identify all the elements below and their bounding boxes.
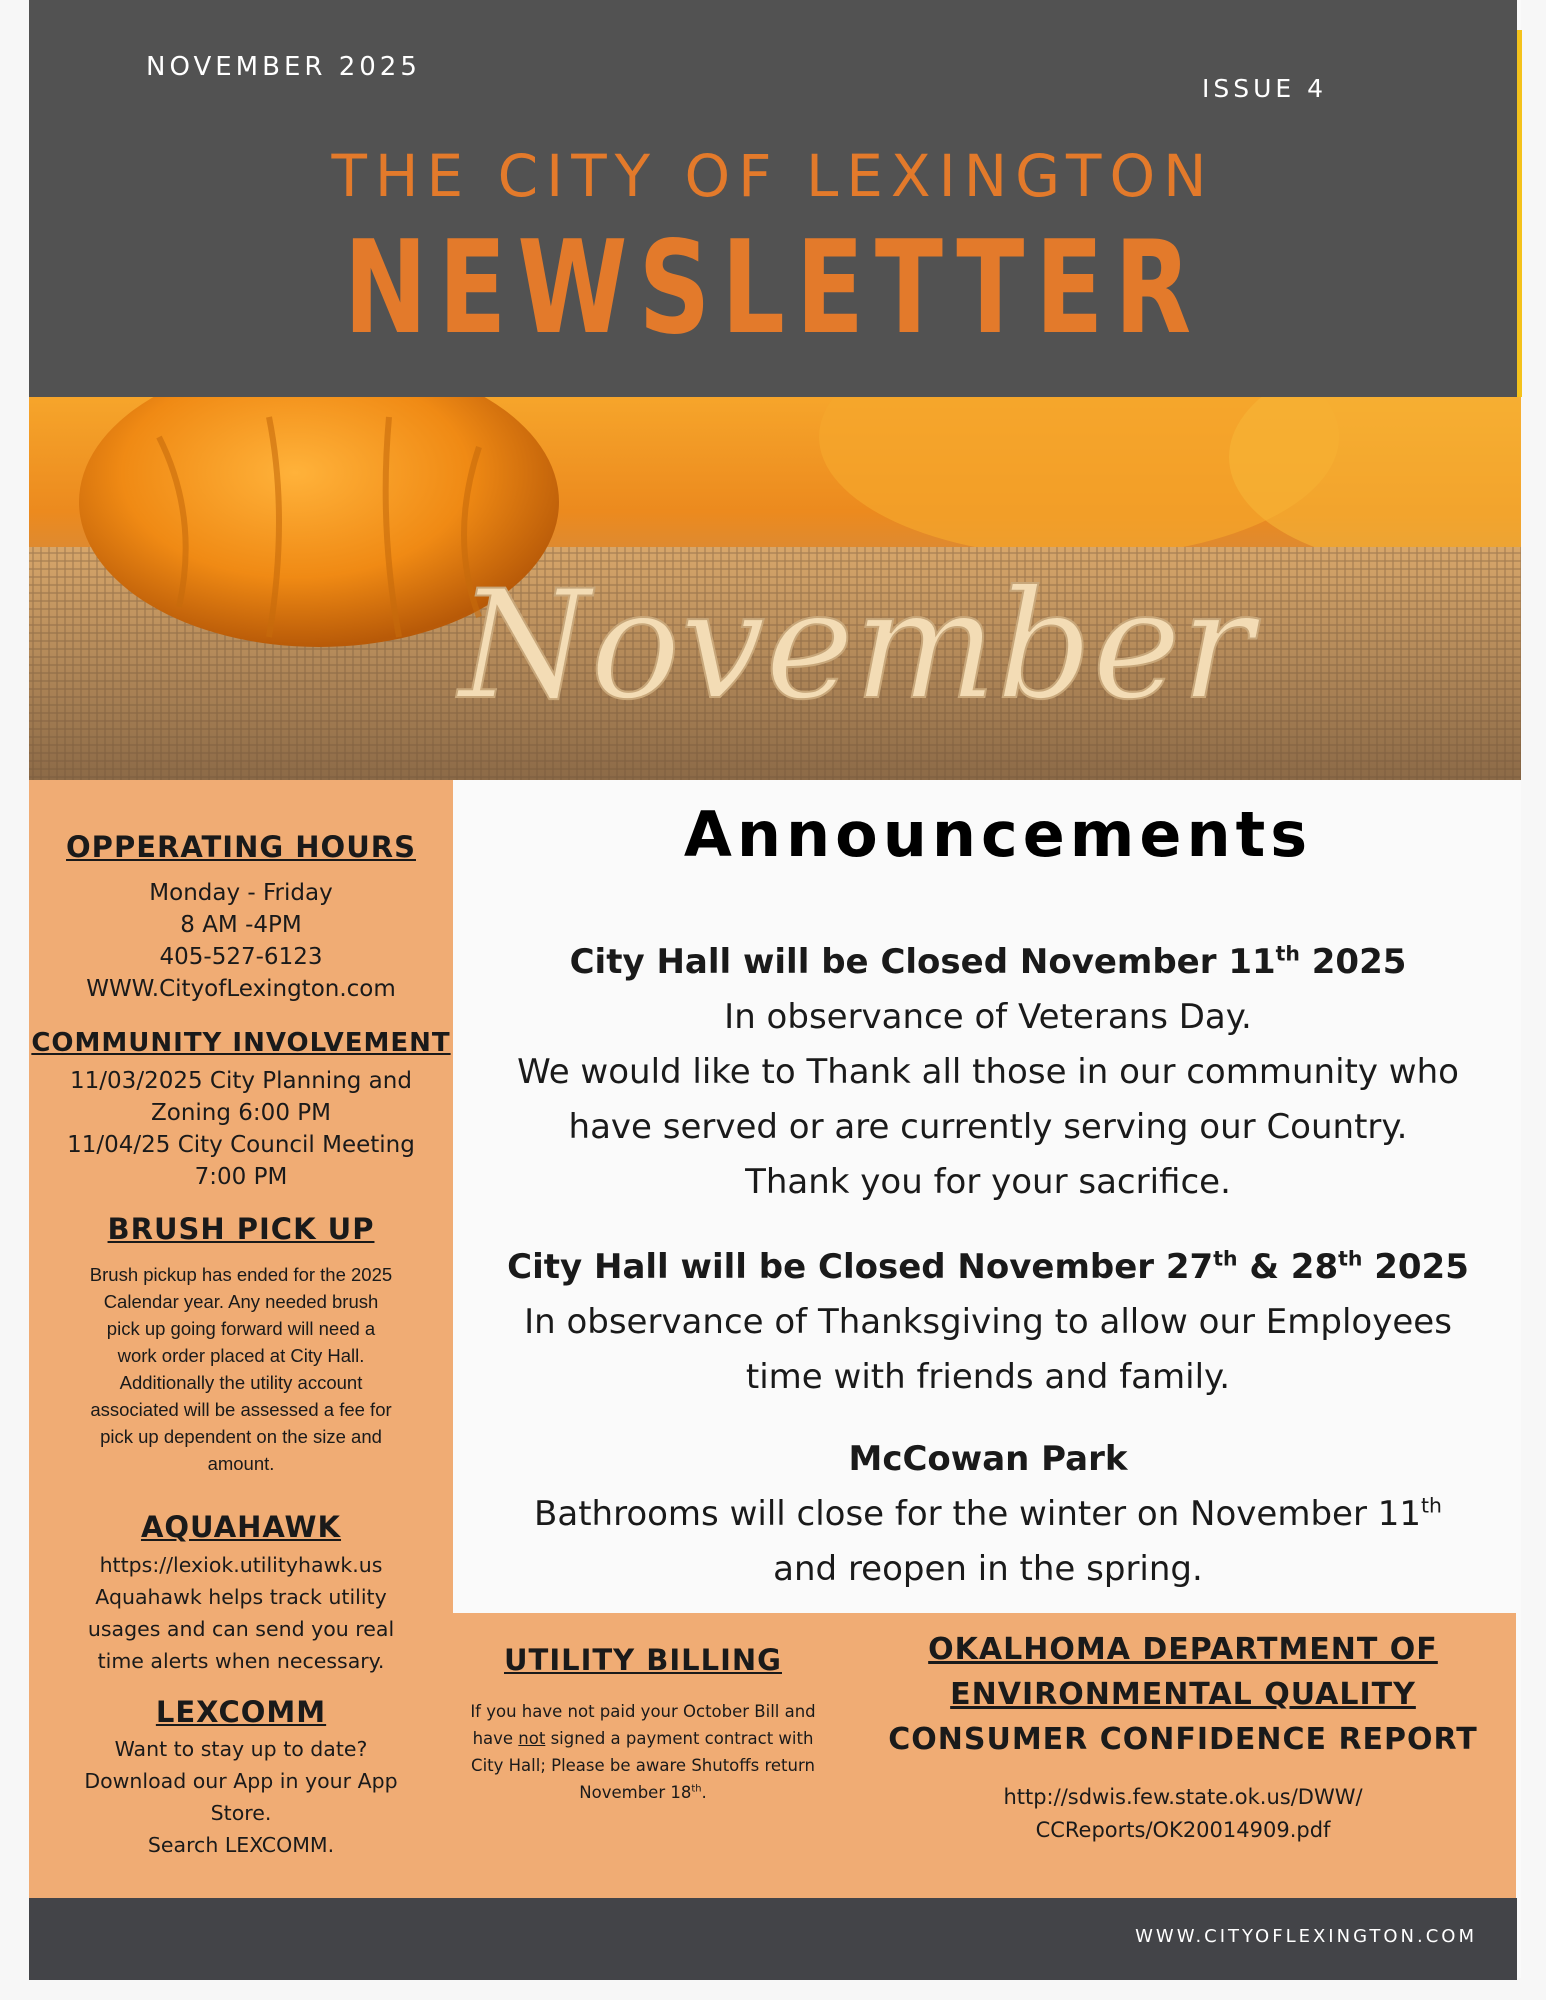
hours-website-link[interactable]: WWW.CityofLexington.com [86,976,396,1002]
hours-phone: 405-527-6123 [159,944,323,970]
hero-image [29,397,1521,780]
announcement-mccowan-park [453,1432,1523,1597]
brush-heading: BRUSH PICK UP [107,1212,375,1246]
announcement-veterans-day [453,935,1523,1210]
aquahawk-heading: AQUAHAWK [140,1510,342,1544]
footer-website-link[interactable]: WWW.CITYOFLEXINGTON.COM [1135,1926,1477,1947]
community-line: 11/03/2025 City Planning and [70,1068,412,1094]
lexcomm-text: Want to stay up to date? Download our App in your App Store. [84,1737,398,1825]
utility-billing-text: If you have not paid your October Bill and have not signed a payment contract with City Hall; Please be aware Shutoffs return November 18th. [470,1702,816,1802]
announcement-line: In observance of Veterans Day. [724,997,1252,1037]
aquahawk-text: Aquahawk helps track utility usages and can send you real time alerts when necessary. [87,1585,395,1673]
bottom-panel [453,1613,1516,1898]
announcement-line: have served or are currently serving our Country. [568,1107,1408,1147]
announcement-heading: City Hall will be Closed November 11th 2025 [569,941,1407,982]
sidebar [29,780,453,1898]
announcement-line: Thank you for your sacrifice. [745,1162,1231,1202]
announcement-line: In observance of Thanksgiving to allow our Employees [524,1302,1452,1342]
footer [29,1898,1517,1980]
issue-number: ISSUE 4 [1202,74,1328,103]
city-name: THE CITY OF LEXINGTON [331,142,1215,210]
announcement-line: We would like to Thank all those in our community who [517,1052,1459,1092]
hours-time: 8 AM -4PM [180,912,302,938]
announcement-line: Bathrooms will close for the winter on November 11th [534,1493,1442,1534]
odeq-heading: OKALHOMA DEPARTMENT OF ENVIRONMENTAL QUALITY CONSUMER CONFIDENCE REPORT [888,1632,1478,1757]
community-heading: COMMUNITY INVOLVEMENT [31,1028,451,1058]
announcement-heading: City Hall will be Closed November 27th & 28th 2025 [507,1246,1469,1287]
announcement-line: and reopen in the spring. [773,1549,1203,1589]
accent-stripe [1517,30,1522,397]
aquahawk-link[interactable]: https://lexiok.utilityhawk.us [99,1553,383,1577]
community-line: 11/04/25 City Council Meeting [67,1132,415,1158]
community-line: 7:00 PM [194,1164,288,1190]
announcements-title: Announcements [683,798,1313,871]
announcement-thanksgiving [453,1240,1523,1405]
newsletter-title: NEWSLETTER [343,214,1203,363]
november-script: November [459,559,1253,733]
hours-days: Monday - Friday [149,880,333,906]
hours-heading: OPPERATING HOURS [66,830,416,864]
ccr-report-link[interactable]: http://sdwis.few.state.ok.us/DWW/ CCReports/OK20014909.pdf [1003,1785,1363,1842]
announcement-line: time with friends and family. [745,1357,1231,1397]
lexcomm-search: Search LEXCOMM. [147,1833,335,1857]
community-line: Zoning 6:00 PM [151,1100,331,1126]
announcement-heading: McCowan Park [848,1439,1128,1479]
issue-date: NOVEMBER 2025 [146,52,421,82]
lexcomm-heading: LEXCOMM [155,1695,327,1729]
pumpkin-illustration [29,397,1521,780]
brush-text: Brush pickup has ended for the 2025 Calendar year. Any needed brush pick up going forward will need a work order placed at City Hall. Additionally the utility account associated will be assessed a fee for pick up dependent on the size and amount. [89,1264,393,1474]
utility-billing-heading: UTILITY BILLING [504,1643,782,1677]
